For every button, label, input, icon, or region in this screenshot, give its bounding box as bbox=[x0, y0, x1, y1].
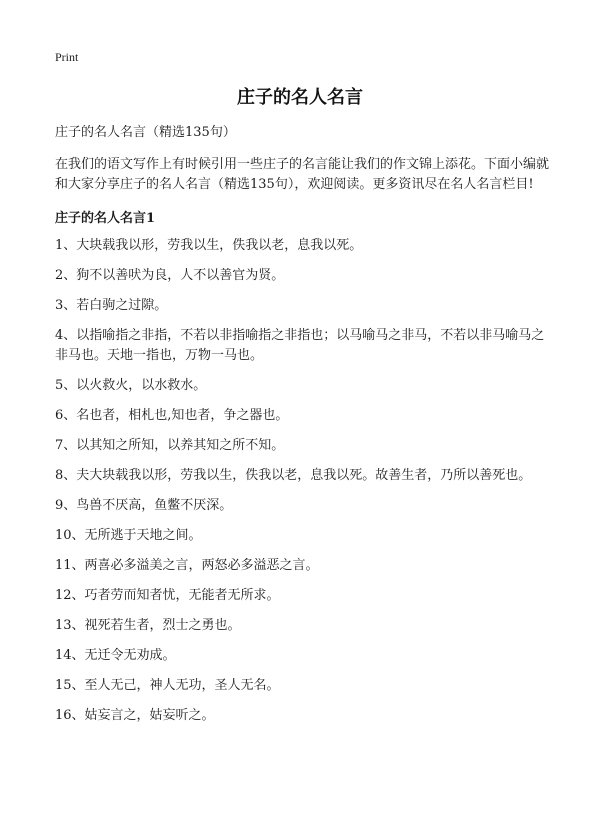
quote-item: 2、狗不以善吠为良，人不以善官为贤。 bbox=[55, 268, 285, 283]
intro-paragraph: 在我们的语文写作上有时候引用一些庄子的名言能让我们的作文锦上添花。下面小编就和大家分享庄子的名人名言（精选135句），欢迎阅读。更多资讯尽在名人名言栏目! bbox=[55, 157, 550, 192]
quote-item: 13、视死若生者，烈士之勇也。 bbox=[55, 618, 241, 633]
quote-item: 6、名也者，相札也,知也者，争之器也。 bbox=[55, 408, 289, 423]
article-subtitle: 庄子的名人名言（精选135句） bbox=[55, 125, 236, 140]
print-link[interactable]: Print bbox=[55, 50, 79, 64]
section-heading: 庄子的名人名言1 bbox=[55, 211, 156, 226]
quote-item: 14、无迁令无劝成。 bbox=[55, 648, 176, 663]
quote-item: 10、无所逃于天地之间。 bbox=[55, 528, 202, 543]
quote-item: 15、至人无己，神人无功，圣人无名。 bbox=[55, 678, 280, 693]
quote-item: 5、以火救火，以水救水。 bbox=[55, 378, 207, 393]
quote-item: 4、以指喻指之非指，不若以非指喻指之非指也；以马喻马之非马，不若以非马喻马之非马也。天地一指也，万物一马也。 bbox=[55, 328, 545, 363]
quote-item: 1、大块载我以形，劳我以生，佚我以老，息我以死。 bbox=[55, 238, 363, 253]
quote-item: 3、若白驹之过隙。 bbox=[55, 298, 168, 313]
quote-item: 16、姑妄言之，姑妄听之。 bbox=[55, 708, 215, 723]
quote-item: 8、夫大块载我以形，劳我以生，佚我以老，息我以死。故善生者，乃所以善死也。 bbox=[55, 468, 532, 483]
quote-item: 9、鸟兽不厌高，鱼鳖不厌深。 bbox=[55, 498, 233, 513]
quote-list bbox=[55, 236, 550, 726]
page-title: 庄子的名人名言 bbox=[237, 87, 363, 108]
quote-item: 7、以其知之所知，以养其知之所不知。 bbox=[55, 438, 285, 453]
quote-item: 11、两喜必多溢美之言，两怒必多溢恶之言。 bbox=[55, 558, 319, 573]
quote-item: 12、巧者劳而知者忧，无能者无所求。 bbox=[55, 588, 280, 603]
